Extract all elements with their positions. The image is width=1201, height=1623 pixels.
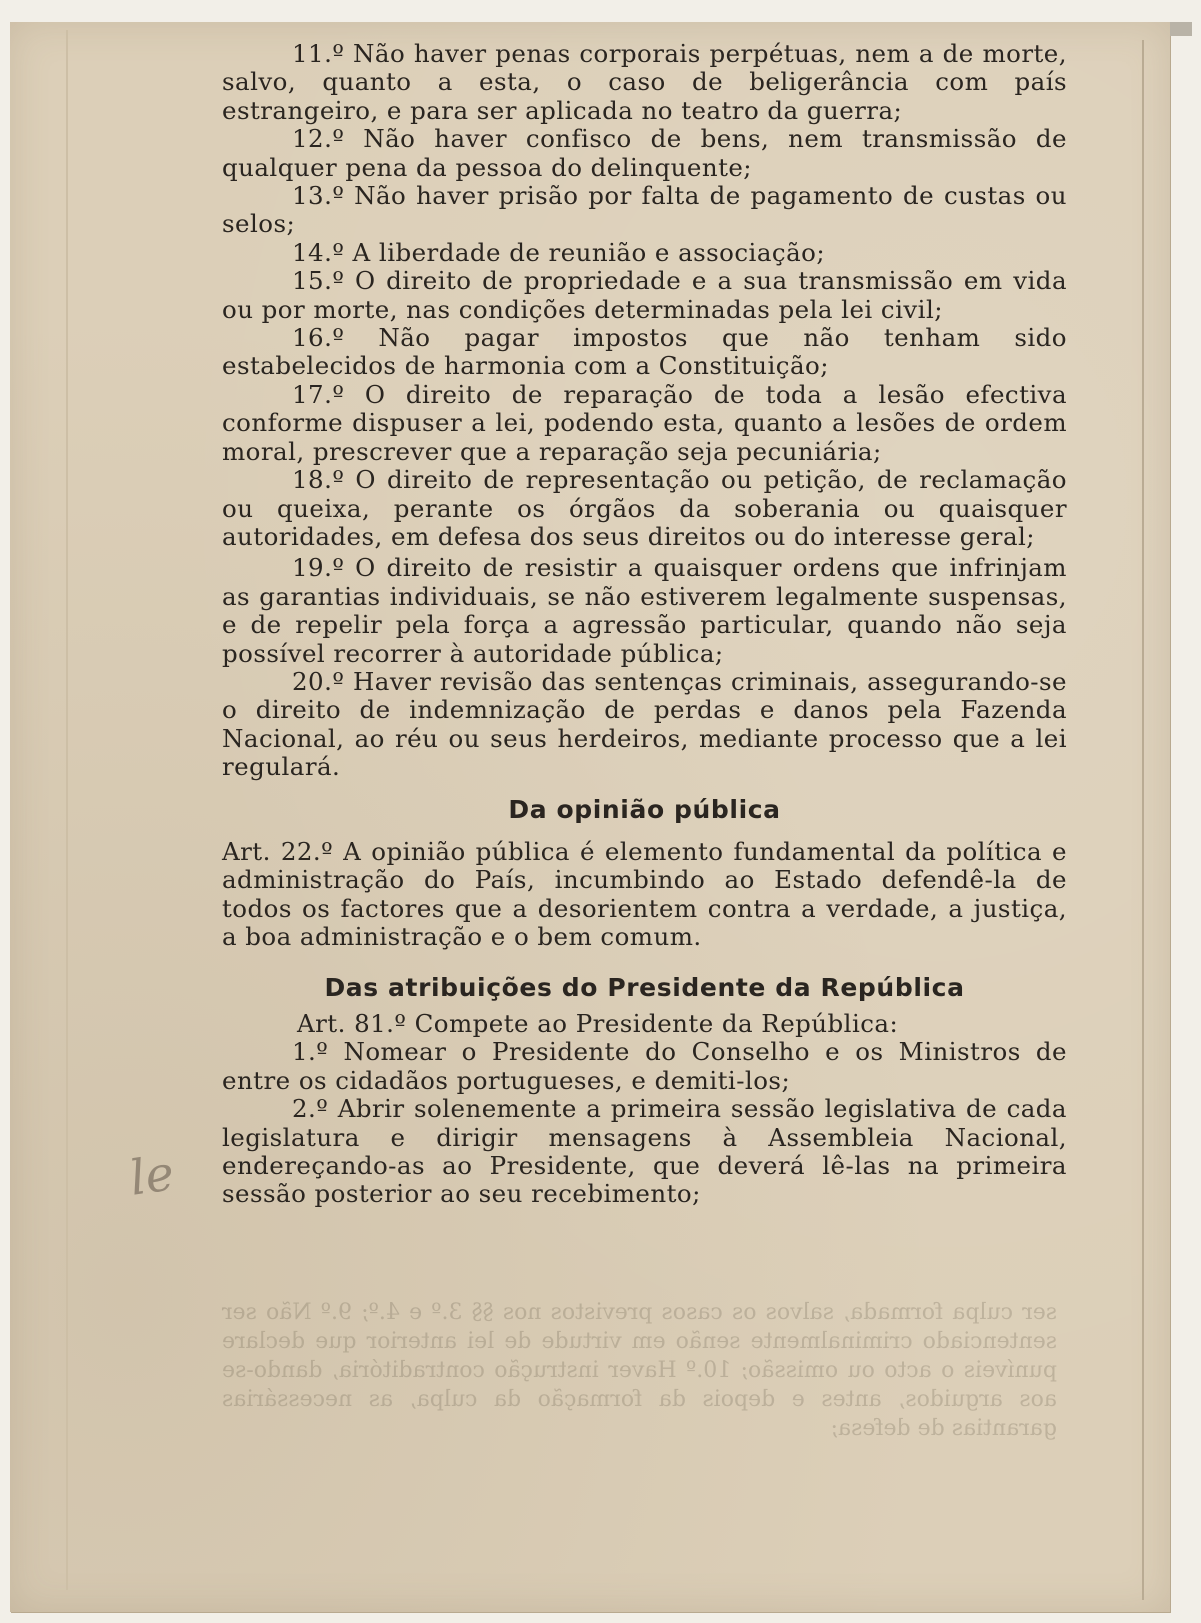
pencil-mark: le <box>126 1145 178 1207</box>
article-81: Art. 81.º Compete ao Presidente da República: <box>297 1009 899 1038</box>
bleed-through-text: ser culpa formada, salvos os casos previstos nos §§ 3.º e 4.º; 9.º Não ser sentenciado criminalmente senão em virtude de lei anterior que declare puníveis o acto ou omissão; 10.º Haver instrução contraditória, dando-se aos arguidos, antes e depois da formação da culpa, as necessárias garantias de defesa; <box>222 1300 1057 1441</box>
document-body <box>222 40 1067 1209</box>
article-81-item-1: 1.º Nomear o Presidente do Conselho e os Ministros de entre os cidadãos portugueses, e demiti-los; <box>222 1037 1067 1095</box>
clause-16: 16.º Não pagar impostos que não tenham sido estabelecidos de harmonia com a Constituição; <box>222 323 1067 381</box>
page-left-crease <box>66 30 68 1590</box>
clause-12: 12.º Não haver confisco de bens, nem transmissão de qualquer pena da pessoa do delinquente; <box>222 124 1067 182</box>
article-22: Art. 22.º A opinião pública é elemento fundamental da política e administração do País, incumbindo ao Estado defendê-la de todos os factores que a desorientem contra a verdade, a justiça, a boa administração e o bem comum. <box>222 836 1067 952</box>
clause-11: 11.º Não haver penas corporais perpétuas, nem a de morte, salvo, quanto a esta, o caso de beligerância com país estrangeiro, e para ser aplicada no teatro da guerra; <box>222 39 1067 125</box>
clause-15: 15.º O direito de propriedade e a sua transmissão em vida ou por morte, nas condições determinadas pela lei civil; <box>222 266 1067 324</box>
page-corner <box>1170 22 1192 36</box>
clause-14: 14.º A liberdade de reunião e associação; <box>292 237 826 267</box>
article-81-item-2: 2.º Abrir solenemente a primeira sessão legislativa de cada legislatura e dirigir mensagens à Assembleia Nacional, endereçando-as ao Presidente, que deverá lê-las na primeira sessão posterior ao seu recebimento; <box>222 1094 1067 1209</box>
heading-opiniao-publica: Da opinião pública <box>508 794 781 824</box>
clause-13: 13.º Não haver prisão por falta de pagamento de custas ou selos; <box>222 181 1067 239</box>
clause-18: 18.º O direito de representação ou petição, de reclamação ou queixa, perante os órgãos da soberania ou quaisquer autoridades, em defesa dos seus direitos ou do interesse geral; <box>222 465 1067 551</box>
clause-19: 19.º O direito de resistir a quaisquer ordens que infrinjam as garantias individuais, se não estiverem legalmente suspensas, e de repelir pela força a agressão particular, quando não seja possível recorrer à autoridade pública; <box>222 553 1067 668</box>
page-right-edge <box>1142 40 1144 1600</box>
heading-atribuicoes-presidente: Das atribuições do Presidente da República <box>324 972 965 1002</box>
clause-20: 20.º Haver revisão das sentenças criminais, assegurando-se o direito de indemnização de perdas e danos pela Fazenda Nacional, ao réu ou seus herdeiros, mediante processo que a lei regulará. <box>222 666 1067 782</box>
clause-17: 17.º O direito de reparação de toda a lesão efectiva conforme dispuser a lei, podendo esta, quanto a lesões de ordem moral, prescrever que a reparação seja pecuniária; <box>222 379 1067 466</box>
